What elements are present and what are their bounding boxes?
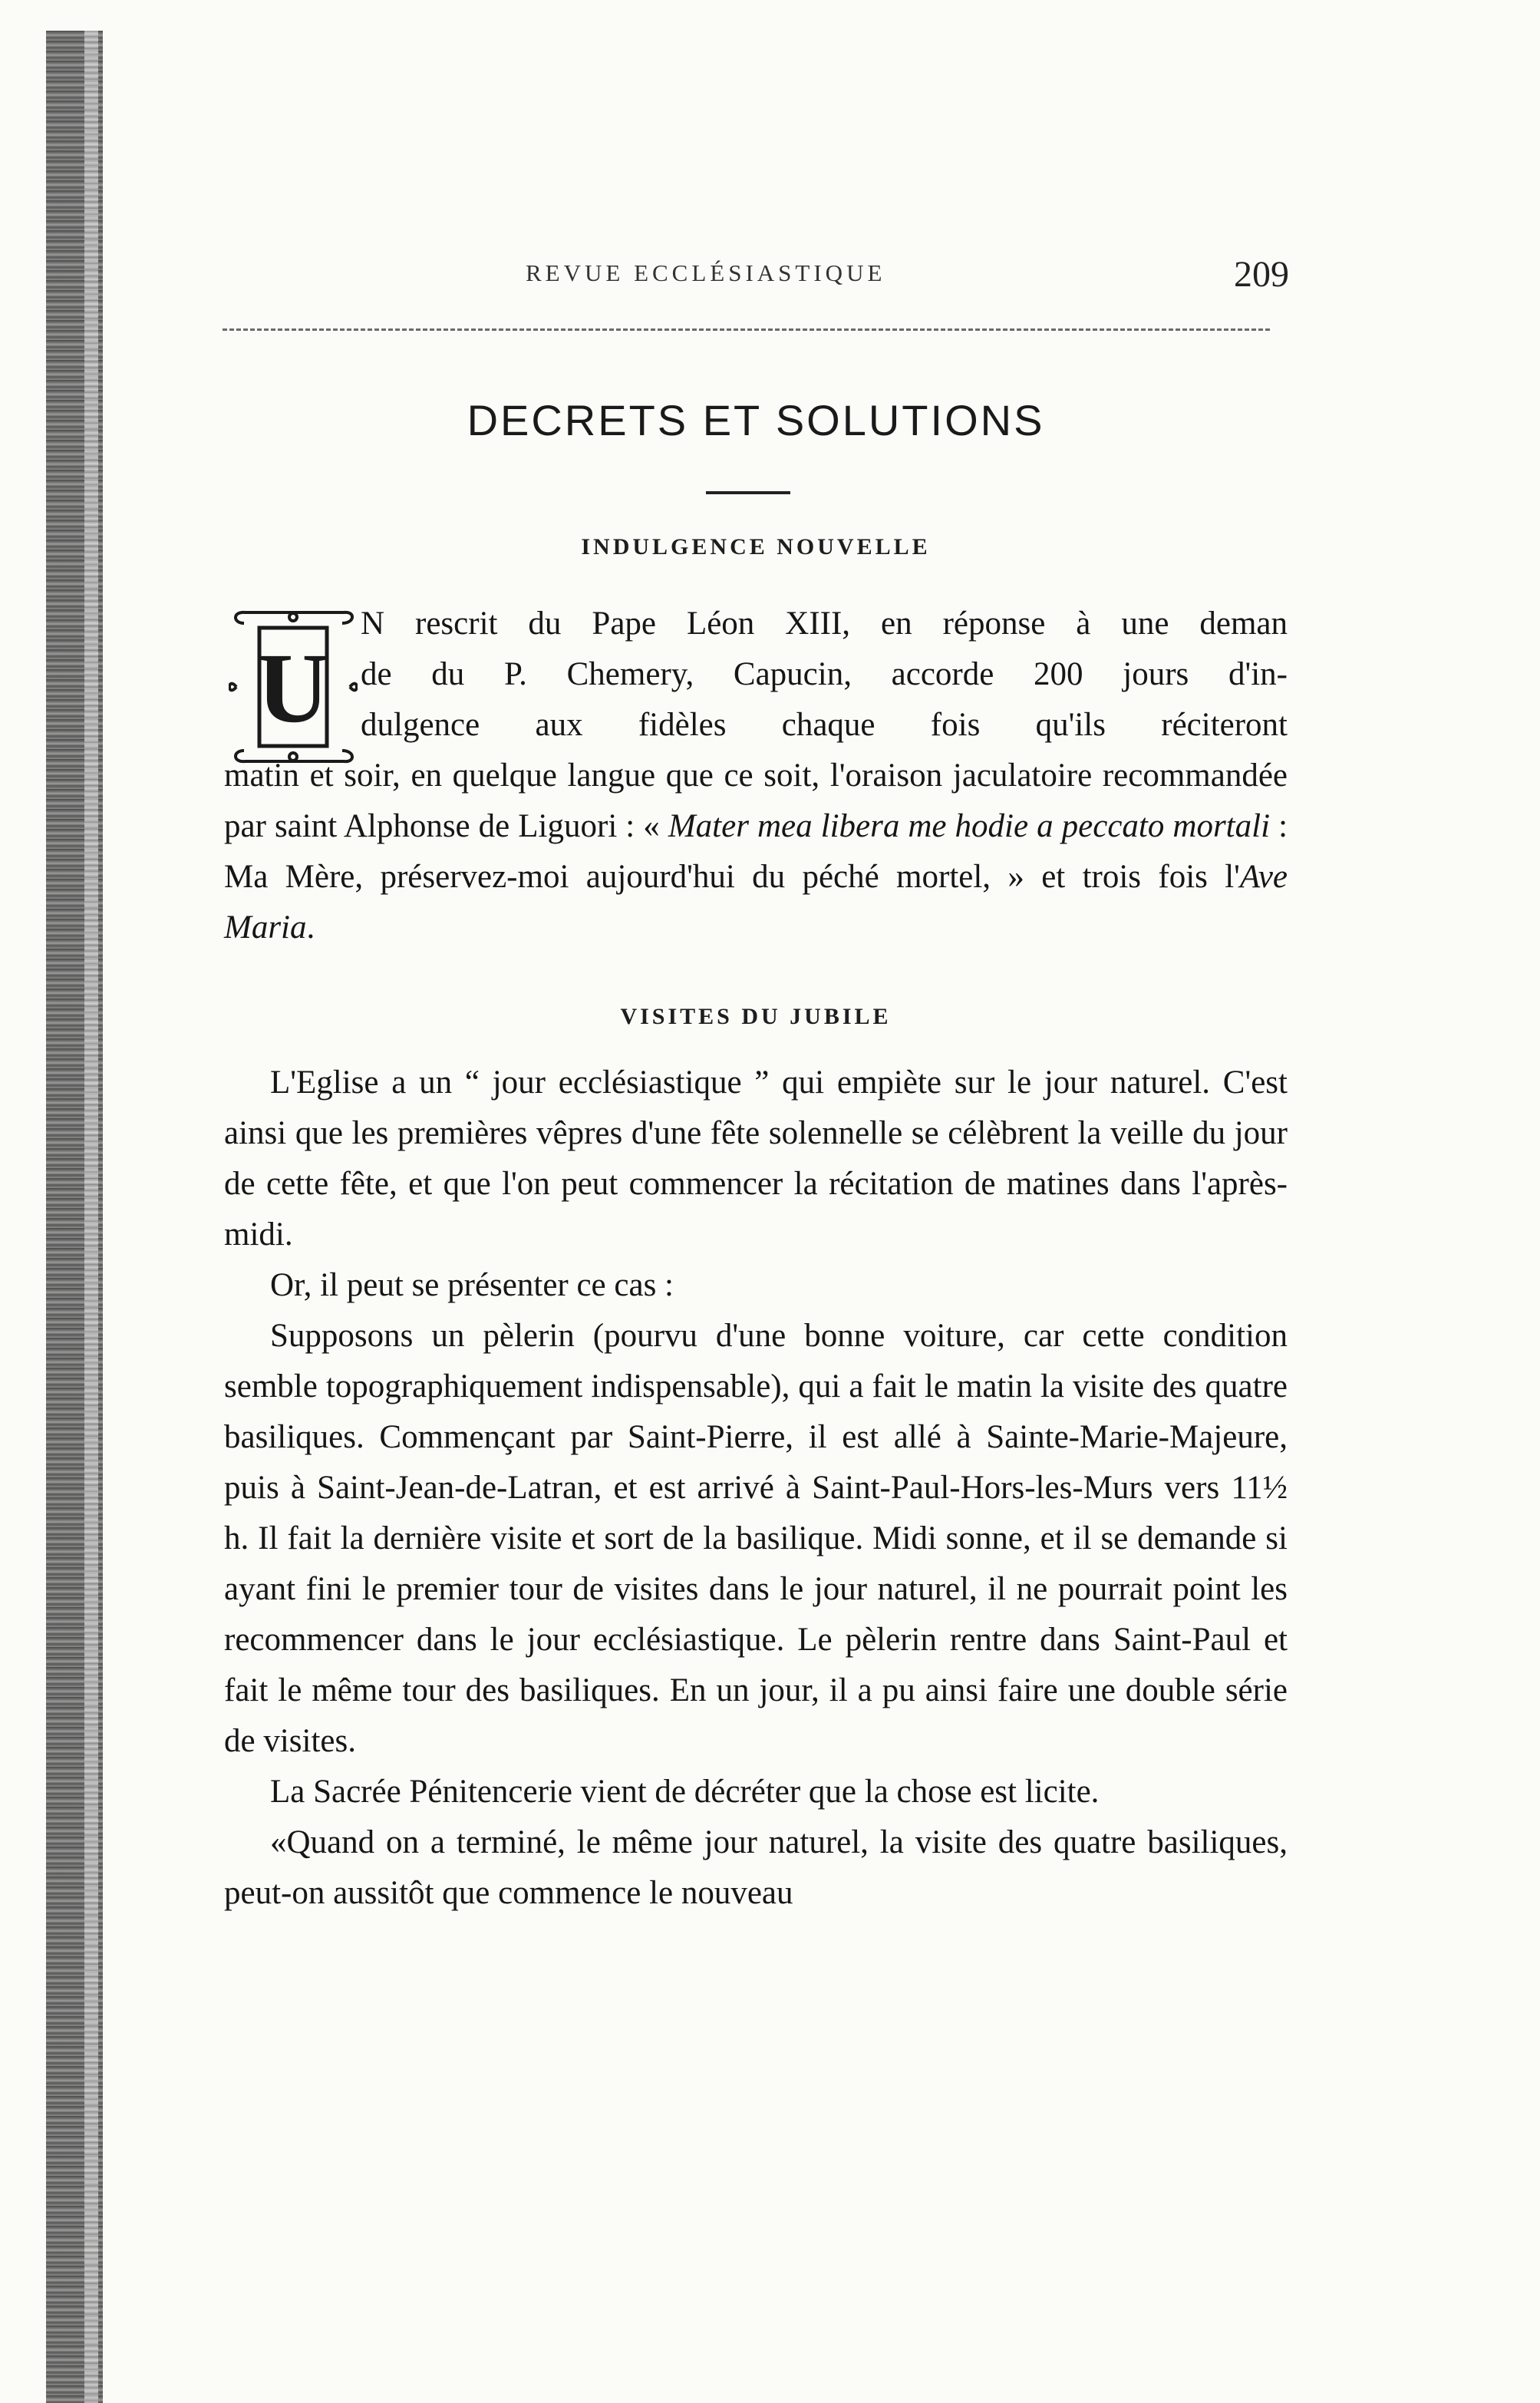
text-run: . (306, 909, 315, 946)
running-header (399, 253, 1289, 299)
text-line: N rescrit du Pape Léon XIII, en réponse à une deman (361, 606, 1288, 642)
text-run: matin et soir, en quelque langue que ce soit, l'oraison jaculatoire recommandée par saint Alphonse de Liguori : « (224, 758, 1288, 844)
page-number: 209 (1234, 254, 1289, 295)
paragraph: «Quand on a terminé, le même jour naturel, la visite des quatre basiliques, peut-on aussitôt que commence le nouveau (224, 1824, 1288, 1911)
article-body-jubile (224, 1058, 1288, 1919)
text-line: dulgence aux fidèles chaque fois qu'ils réciteront (361, 707, 1288, 743)
article-heading-indulgence: INDULGENCE NOUVELLE (581, 534, 931, 559)
binding-edge-inner (84, 31, 98, 2403)
title-rule (706, 491, 790, 494)
paragraph: Supposons un pèlerin (pourvu d'une bonne voiture, car cette condition semble topographiquement indispensable), qui a fait le matin la visite des quatre basiliques. Commençant par Saint-Pierre, il est allé à Sainte-Marie-Majeure, puis à Saint-Jean-de-Latran, et est arrivé à Saint-Paul-Hors-les-Murs vers 11½ h. Il fait la dernière visite et sort de la basilique. Midi sonne, et il se demande si ayant fini le premier tour de visites dans le jour naturel, il ne pourrait point les recommencer dans le jour ecclésiastique. Le pèlerin rentre dans Saint-Paul et fait le même tour des basiliques. En un jour, il a pu ainsi faire une double série de visites. (224, 1318, 1288, 1759)
paragraph: L'Eglise a un “ jour ecclésiastique ” qui empiète sur le jour naturel. C'est ainsi que les premières vêpres d'une fête solennelle se célèbrent la veille du jour de cette fête, et que l'on peut commencer la récitation de matines dans l'après-midi. (224, 1065, 1288, 1253)
latin-prayer: Mater mea libera me hodie a peccato mortali (668, 808, 1271, 844)
text-line: de du P. Chemery, Capucin, accorde 200 jours d'in- (361, 656, 1288, 692)
paragraph: Or, il peut se présenter ce cas : (270, 1267, 674, 1303)
section-title: DECRETS ET SOLUTIONS (467, 396, 1045, 444)
text-run: : Ma Mère, préservez-moi aujourd'hui du péché mortel, » et trois fois l' (224, 808, 1288, 895)
article-body-indulgence (224, 599, 1288, 953)
running-title: REVUE ECCLÉSIASTIQUE (526, 259, 886, 286)
header-rule (223, 328, 1270, 331)
paragraph: La Sacrée Pénitencerie vient de décréter que la chose est licite. (270, 1774, 1100, 1810)
ave-maria: Ave Maria (224, 859, 1288, 946)
article-heading-jubile: VISITES DU JUBILE (620, 1004, 892, 1029)
svg-text:U: U (257, 633, 329, 744)
